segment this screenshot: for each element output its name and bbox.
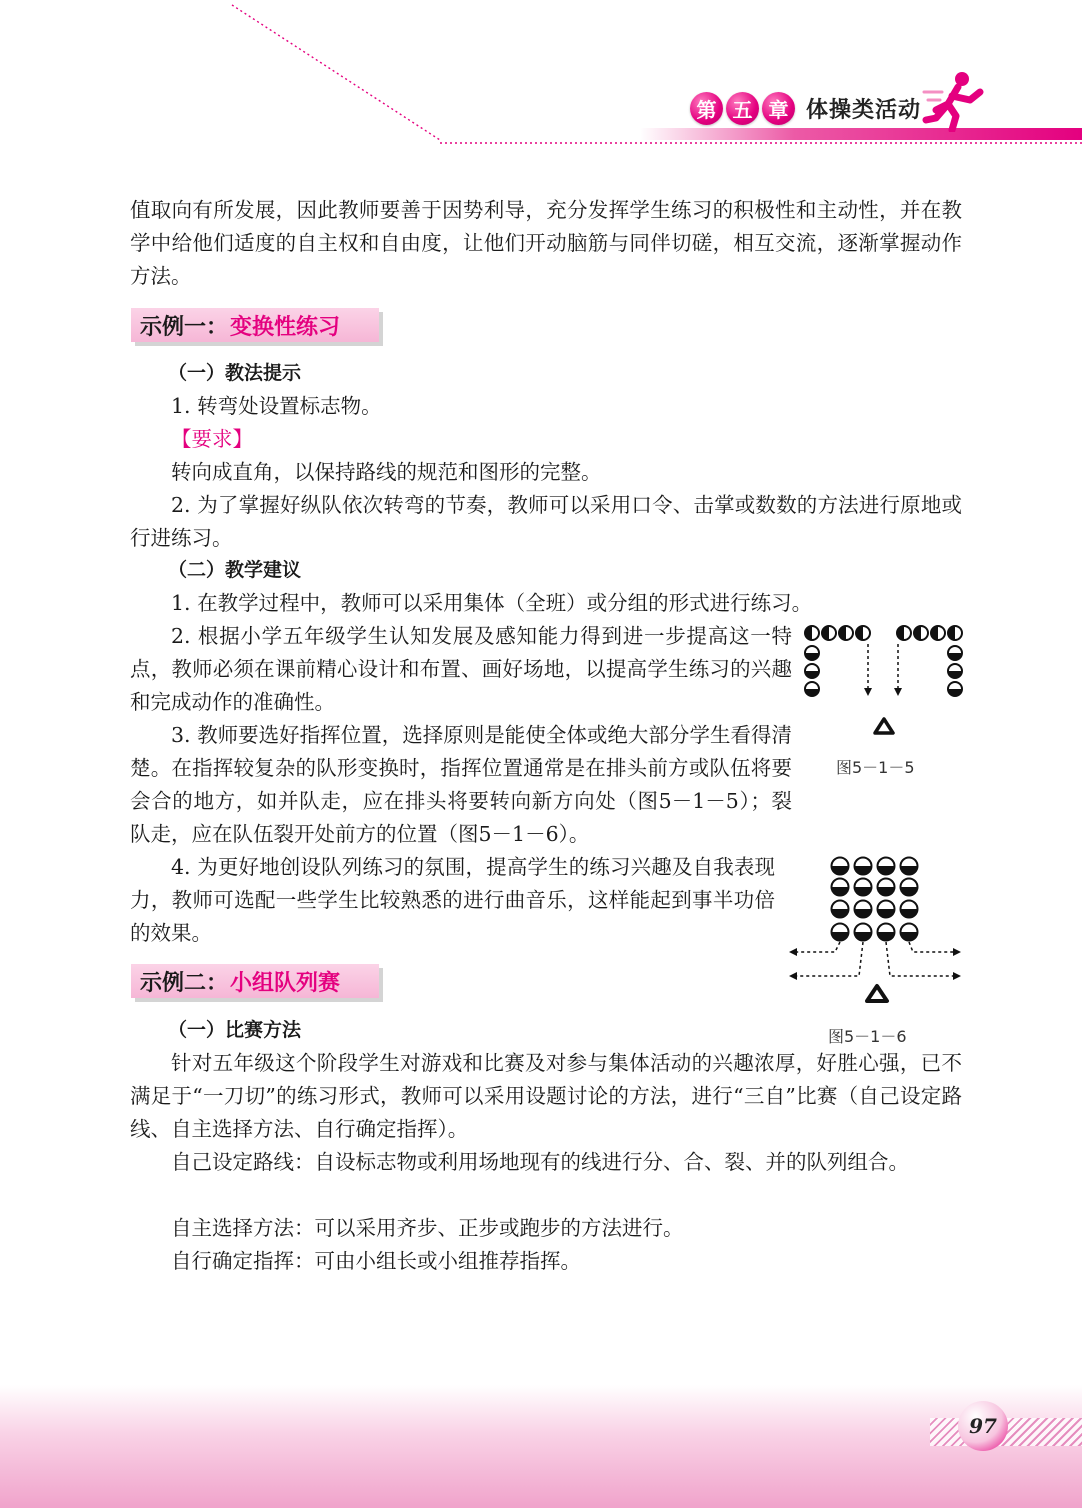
ex1-item: 1. 在教学过程中，教师可以采用集体（全班）或分组的形式进行练习。 [171, 591, 813, 615]
ex1-item: 1. 转弯处设置标志物。 [171, 394, 382, 418]
example2-title: 小组队列赛 [230, 970, 341, 996]
ex1-item: 2. 为了掌握好纵队依次转弯的节奏，教师可以采用口令、击掌或数数的方法进行原地或行进练习。 [130, 493, 962, 550]
page-number: 97 [958, 1401, 1008, 1451]
chapter-title: 体操类活动 [806, 97, 922, 123]
ex1-section2-heading: （二）教学建议 [168, 559, 302, 581]
footer-band [0, 1385, 1082, 1508]
figure-5-1-5 [800, 620, 970, 745]
formation-top-left [805, 626, 870, 640]
figure-5-1-6 [785, 852, 965, 1010]
header-band [640, 128, 1082, 140]
ex2-paragraph: 针对五年级这个阶段学生对游戏和比赛及对参与集体活动的兴趣浓厚，好胜心强，已不满足于“一刀切”的练习形式，教师可以采用设题讨论的方法，进行“三自”比赛（自己设定路线、自主选择方法、自行确定指挥）。 [130, 1051, 962, 1141]
figure-5-1-6-caption: 图5－1－6 [828, 1027, 907, 1046]
chapter-char: 第 [690, 92, 723, 125]
direction-arrows [864, 644, 902, 696]
example1-title: 变换性练习 [230, 314, 341, 340]
ex2-paragraph: 自行确定指挥：可由小组长或小组推荐指挥。 [171, 1249, 581, 1273]
ex1-item: 2. 根据小学五年级学生认知发展及感知能力得到进一步提高这一特点，教师必须在课前精心设计和布置、画好场地，以提高学生练习的兴趣和完成动作的准确性。 [130, 624, 792, 714]
intro-paragraph: 值取向有所发展，因此教师要善于因势利导，充分发挥学生练习的积极性和主动性，并在教学中给他们适度的自主权和自由度，让他们开动脑筋与同伴切磋，相互交流，逐渐掌握动作方法。 [130, 198, 962, 288]
formation-grid [832, 858, 918, 941]
chapter-heading [690, 90, 921, 126]
ex1-section1-heading: （一）教法提示 [168, 362, 302, 384]
example2-label: 示例二： [140, 970, 229, 996]
ex1-item: 4. 为更好地创设队列练习的氛围，提高学生的练习兴趣及自我表现力，教师可选配一些学生比较熟悉的进行曲音乐，这样能起到事半功倍的效果。 [130, 855, 775, 945]
example1-header [131, 308, 379, 342]
chapter-char: 章 [762, 92, 795, 125]
formation-left-column [805, 646, 819, 696]
example2-header [131, 964, 379, 998]
figure-5-1-5-caption: 图5－1－5 [836, 758, 915, 777]
ex1-item: 3. 教师要选好指挥位置，选择原则是能使全体或绝大部分学生看得清楚。在指挥较复杂的队形变换时，指挥位置通常是在排头前方或队伍将要会合的地方，如并队走，应在排头将要转向新方向处（图5－1－5）；裂队走，应在队伍裂开处前方的位置（图5－1－6）。 [130, 723, 792, 846]
chapter-char: 五 [726, 92, 759, 125]
requirement-label: 【要求】 [171, 427, 253, 451]
example1-label: 示例一： [140, 314, 229, 340]
arrow-heads [789, 948, 961, 980]
ex2-section1-heading: （一）比赛方法 [168, 1019, 302, 1041]
ex2-paragraph: 自主选择方法：可以采用齐步、正步或跑步的方法进行。 [171, 1216, 684, 1240]
runner-icon [922, 70, 992, 132]
requirement-text: 转向成直角，以保持路线的规范和图形的完整。 [171, 460, 602, 484]
ex2-paragraph: 自己设定路线：自设标志物或利用场地现有的线进行分、合、裂、并的队列组合。 [171, 1150, 909, 1174]
split-arrows [793, 942, 957, 976]
commander-triangle-icon [867, 986, 887, 1001]
formation-top-right [897, 626, 962, 640]
formation-right-column [948, 646, 962, 696]
commander-triangle-icon [875, 719, 893, 733]
